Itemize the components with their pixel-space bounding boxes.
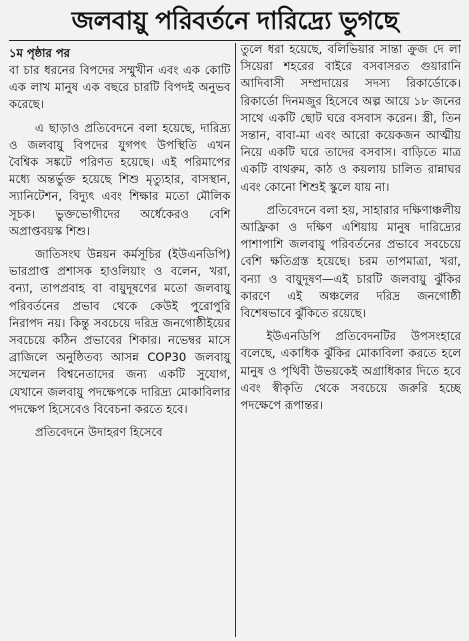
paragraph: প্রতিবেদনে বলা হয়, সাহারার দক্ষিণাঞ্চলীয় আফ্রিকা ও দক্ষিণ এশিয়ায় মানুষ দারিদ্র্যের পাশাপাশি জলবায়ু পরিবর্তনের প্রভাবে সবচেয়ে বেশি ক্ষতিগ্রস্ত হয়েছে। চরম তাপমাত্রা, খরা, বন্যা ও বায়ুদূষণ—এই চারটি জলবায়ু ঝুঁকির কারণে এই অঞ্চলের দরিদ্র জনগোষ্ঠী বিশেষভাবে ঝুঁকিতে রয়েছে। (240, 202, 461, 321)
paragraph: প্রতিবেদনে উদাহরণ হিসেবে (35, 425, 163, 440)
paragraph: তুলে ধরা হয়েছে, বলিভিয়ার সান্তা ক্রুজ দে লা সিয়েরা শহরের বাইরে বসবাসরত গুয়ারানি আদিবাসী সম্প্রদায়ের সদস্য রিকার্ডোকে। রিকার্ডো দিনমজুর হিসেবে অল্প আয়ে ১৮ জনের সাথে একটি ছোট ঘরে বসবাস করেন। স্ত্রী, তিন সন্তান, বাবা-মা এবং আরো কয়েকজন আত্মীয় নিয়ে একটি ঘরে তাদের বসবাস। বাড়িতে মাত্র একটি বাথরুম, কাঠ ও কয়লায় চালিত রান্নাঘর এবং কোনো শিশুই স্কুলে যায় না। (240, 42, 461, 194)
headline: জলবায়ু পরিবর্তনে দারিদ্র্যে ভুগছে (71, 6, 399, 35)
continued-label: ১ম পৃষ্ঠার পর (9, 46, 70, 60)
article-columns (9, 41, 461, 637)
left-column (9, 41, 235, 637)
paragraph: ইউএনডিপি প্রতিবেদনটির উপসংহারে বলেছে, একাধিক ঝুঁকির মোকাবিলা করতে হলে মানুষ ও পৃথিবী উভয়কেই অগ্রাধিকার দিতে হবে এবং স্বীকৃতি থেকে সবচেয়ে জরুরি হচ্ছে পদক্ষেপে রূপান্তর। (240, 329, 461, 413)
paragraph: বা চার ধরনের বিপদের সম্মুখীন এবং এক কোটি এক লাখ মানুষ এক বছরে চারটি বিপদই অনুভব করেছে। (9, 63, 231, 112)
paragraph: জাতিসংঘ উন্নয়ন কর্মসূচির (ইউএনডিপি) ভারপ্রাপ্ত প্রশাসক হাওলিয়াং ও বলেন, খরা, বন্যা, তাপপ্রবাহ বা বায়ুদূষণের মতো জলবায়ু পরিবর্তনের প্রভাব থেকে কেউই পুরোপুরি নিরাপদ নয়। কিন্তু সবচেয়ে দরিদ্র জনগোষ্ঠীইয়ের সবচেয়ে কঠিন প্রভাবের শিকার। নভেম্বর মাসে ব্রাজিলে অনুষ্ঠিতব্য আসন্ন COP30 জলবায়ু সম্মেলন বিশ্বনেতাদের জন্য একটি সুযোগ, যেখানে জলবায়ু পদক্ষেপকে দারিদ্র্য মোকাবিলার পদক্ষেপ হিসেবেও বিবেচনা করতে হবে। (9, 247, 231, 416)
paragraph: এ ছাড়াও প্রতিবেদনে বলা হয়েছে, দারিদ্র্য ও জলবায়ু বিপদের যুগপৎ উপস্থিতি এখন বৈশ্বিক সঙ্কটে পরিণত হয়েছে। এই পরিমাপের মধ্যে অন্তর্ভুক্ত হয়েছে শিশু মৃত্যুহার, বাসস্থান, স্যানিটেশন, বিদ্যুৎ এবং শিক্ষার মতো মৌলিক সূচক। ভুক্তভোগীদের অর্ধেকেরও বেশি অপ্রাপ্তবয়স্ক শিশু। (9, 120, 231, 238)
right-column (236, 41, 462, 637)
